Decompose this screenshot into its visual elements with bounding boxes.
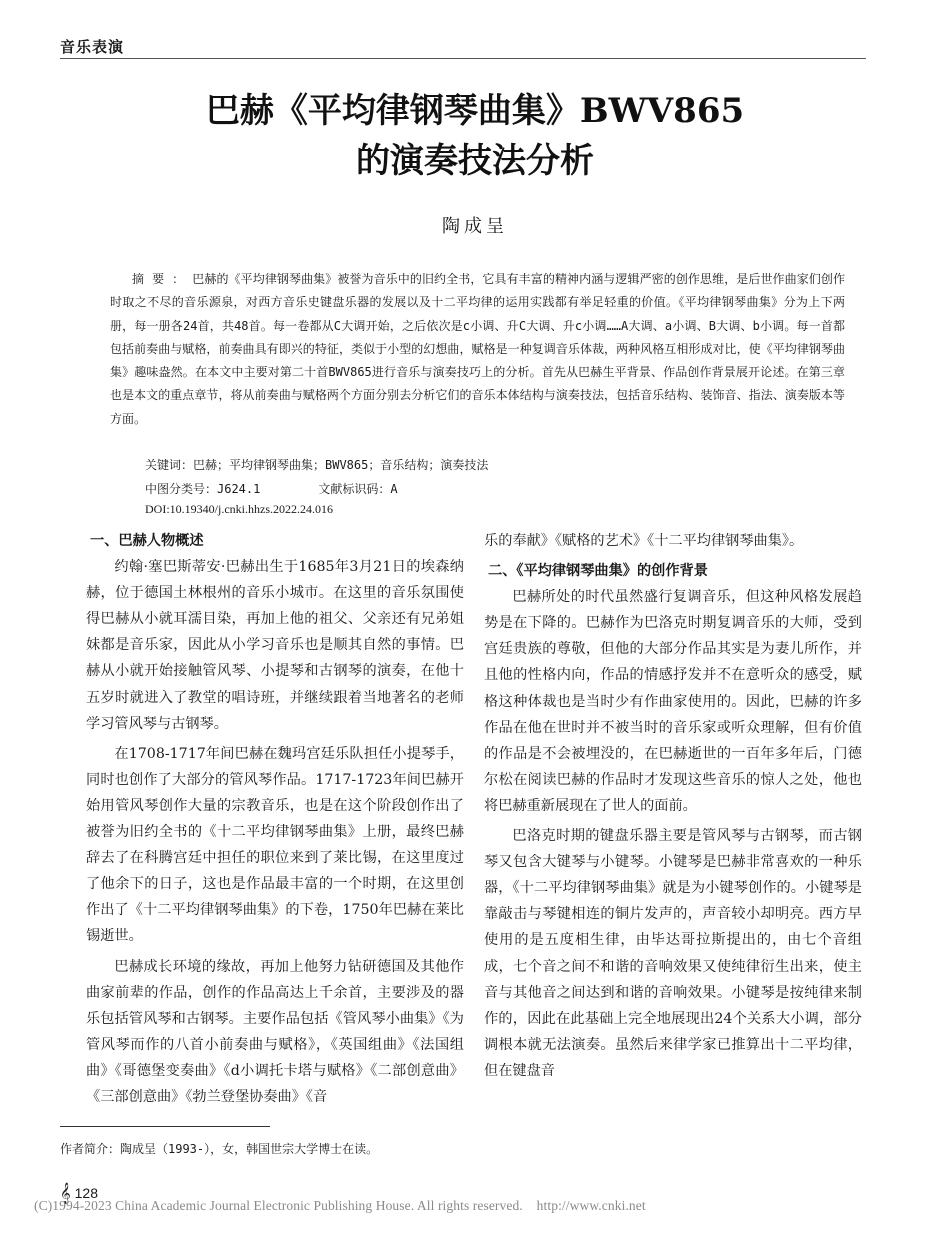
author-name: 陶成呈 (442, 216, 508, 237)
abstract-label: 摘要： (132, 272, 193, 286)
copyright-watermark: (C)1994-2023 China Academic Journal Electronic Publishing House. All rights reserved. http://www.cnki.net (34, 1198, 646, 1213)
clc-number: 中图分类号：J624.1 (145, 482, 261, 496)
page-number-text: 128 (74, 1185, 98, 1201)
doi: DOI:10.19340/j.cnki.hhzs.2022.24.016 (145, 502, 333, 516)
title-line-2: 的演奏技法分析 (356, 141, 594, 181)
journal-section-header: 音乐表演 (60, 38, 125, 56)
header-divider (60, 58, 866, 59)
paragraph: 巴赫成长环境的缘故，再加上他努力钻研德国及其他作曲家前辈的作品，创作的作品高达上千余首，主要涉及的器乐包括管风琴和古钢琴。主要作品包括《管风琴小曲集》《为管风琴而作的八首小前奏曲与赋格》，《英国组曲》《法国组曲》《哥德堡变奏曲》《d小调托卡塔与赋格》《二部创意曲》《三部创意曲》《勃兰登堡协奏曲》《音 (86, 958, 464, 1105)
paragraph: 巴洛克时期的键盘乐器主要是管风琴与古钢琴，而古钢琴又包含大键琴与小键琴。小键琴是巴赫非常喜欢的一种乐器，《十二平均律钢琴曲集》就是为小键琴创作的。小键琴是靠敲击与琴键相连的铜片发声的，声音较小却明亮。西方早使用的是五度相生律，由毕达哥拉斯提出的，由七个音组成，七个音之间不和谐的音响效果又使纯律衍生出来，使主音与其他音之间达到和谐的音响效果。小键琴是按纯律来制作的，因此在此基础上完全地展现出24个关系大小调，部分调根本就无法演奏。虽然后来律学家已推算出十二平均律，但在键盘音 (484, 828, 862, 1079)
author-footnote: 作者简介：陶成呈（1993-），女，韩国世宗大学博士在读。 (60, 1142, 379, 1156)
paragraph: 巴赫所处的时代虽然盛行复调音乐，但这种风格发展趋势是在下降的。巴赫作为巴洛克时期复调音乐的大师，受到宫廷贵族的尊敬，但他的大部分作品其实是为妻儿所作，并且他的性格内向，作品的情感抒发并不在意听众的感受，赋格这种体裁也是当时少有作曲家使用的。因此，巴赫的许多作品在他在世时并不被当时的音乐家或听众理解，但有价值的作品是不会被埋没的，在巴赫逝世的一百年多年后，门德尔松在阅读巴赫的作品时才发现这些音乐的惊人之处，他也将巴赫重新展现在了世人的面前。 (484, 589, 862, 814)
paragraph: 在1708-1717年间巴赫在魏玛宫廷乐队担任小提琴手，同时也创作了大部分的管风琴作品。1717-1723年间巴赫开始用管风琴创作大量的宗教音乐，也是在这个阶段创作出了被誉为旧约全书的《十二平均律钢琴曲集》上册，最终巴赫辞去了在科腾宫廷中担任的职位来到了莱比锡，在这里度过了他余下的日子，这也是作品最丰富的一个时期，在这里创作出了《十二平均律钢琴曲集》的下卷，1750年巴赫在莱比锡逝世。 (86, 745, 464, 945)
treble-clef-icon: 𝄞 (60, 1183, 71, 1203)
abstract (110, 268, 845, 431)
left-column (86, 528, 464, 1114)
footnote-divider (60, 1126, 270, 1127)
keywords: 关键词：巴赫；平均律钢琴曲集；BWV865；音乐结构；演奏技法 (145, 458, 489, 472)
section-heading-2: 二、《平均律钢琴曲集》的创作背景 (488, 563, 708, 580)
article-title (60, 86, 890, 186)
right-column (484, 528, 862, 1088)
document-code: 文献标识码：A (318, 482, 398, 496)
section-heading-1: 一、巴赫人物概述 (90, 533, 204, 549)
abstract-text: 巴赫的《平均律钢琴曲集》被誉为音乐中的旧约全书，它具有丰富的精神内涵与逻辑严密的创作思维，是后世作曲家们创作时取之不尽的音乐源泉，对西方音乐史键盘乐器的发展以及十二平均律的运用实践都有举足轻重的价值。《平均律钢琴曲集》分为上下两册，每一册各24首，共48首。每一卷都从C大调开始，之后依次是c小调、升C大调、升c小调……A大调、a小调、B大调、b小调。每一首都包括前奏曲与赋格，前奏曲具有即兴的特征，类似于小型的幻想曲，赋格是一种复调音乐体裁，两种风格互相形成对比，使《平均律钢琴曲集》趣味盎然。在本文中主要对第二十首BWV865进行音乐与演奏技巧上的分析。首先从巴赫生平背景、作品创作背景展开论述。在第三章也是本文的重点章节，将从前奏曲与赋格两个方面分别去分析它们的音乐本体结构与演奏技法，包括音乐结构、装饰音、指法、演奏版本等方面。 (110, 272, 845, 426)
title-line-1: 巴赫《平均律钢琴曲集》BWV865 (205, 91, 745, 131)
paragraph-continuation: 乐的奉献》《赋格的艺术》《十二平均律钢琴曲集》。 (484, 533, 804, 549)
classification (145, 480, 398, 497)
paragraph: 约翰·塞巴斯蒂安·巴赫出生于1685年3月21日的埃森纳赫，位于德国土林根州的音乐小城市。在这里的音乐氛围使得巴赫从小就耳濡目染，再加上他的祖父、父亲还有兄弟姐妹都是音乐家，因此从小学习音乐也是顺其自然的事情。巴赫从小就开始接触管风琴、小提琴和古钢琴的演奏，在他十五岁时就进入了教堂的唱诗班，并继续跟着当地著名的老师学习管风琴与古钢琴。 (86, 559, 464, 732)
